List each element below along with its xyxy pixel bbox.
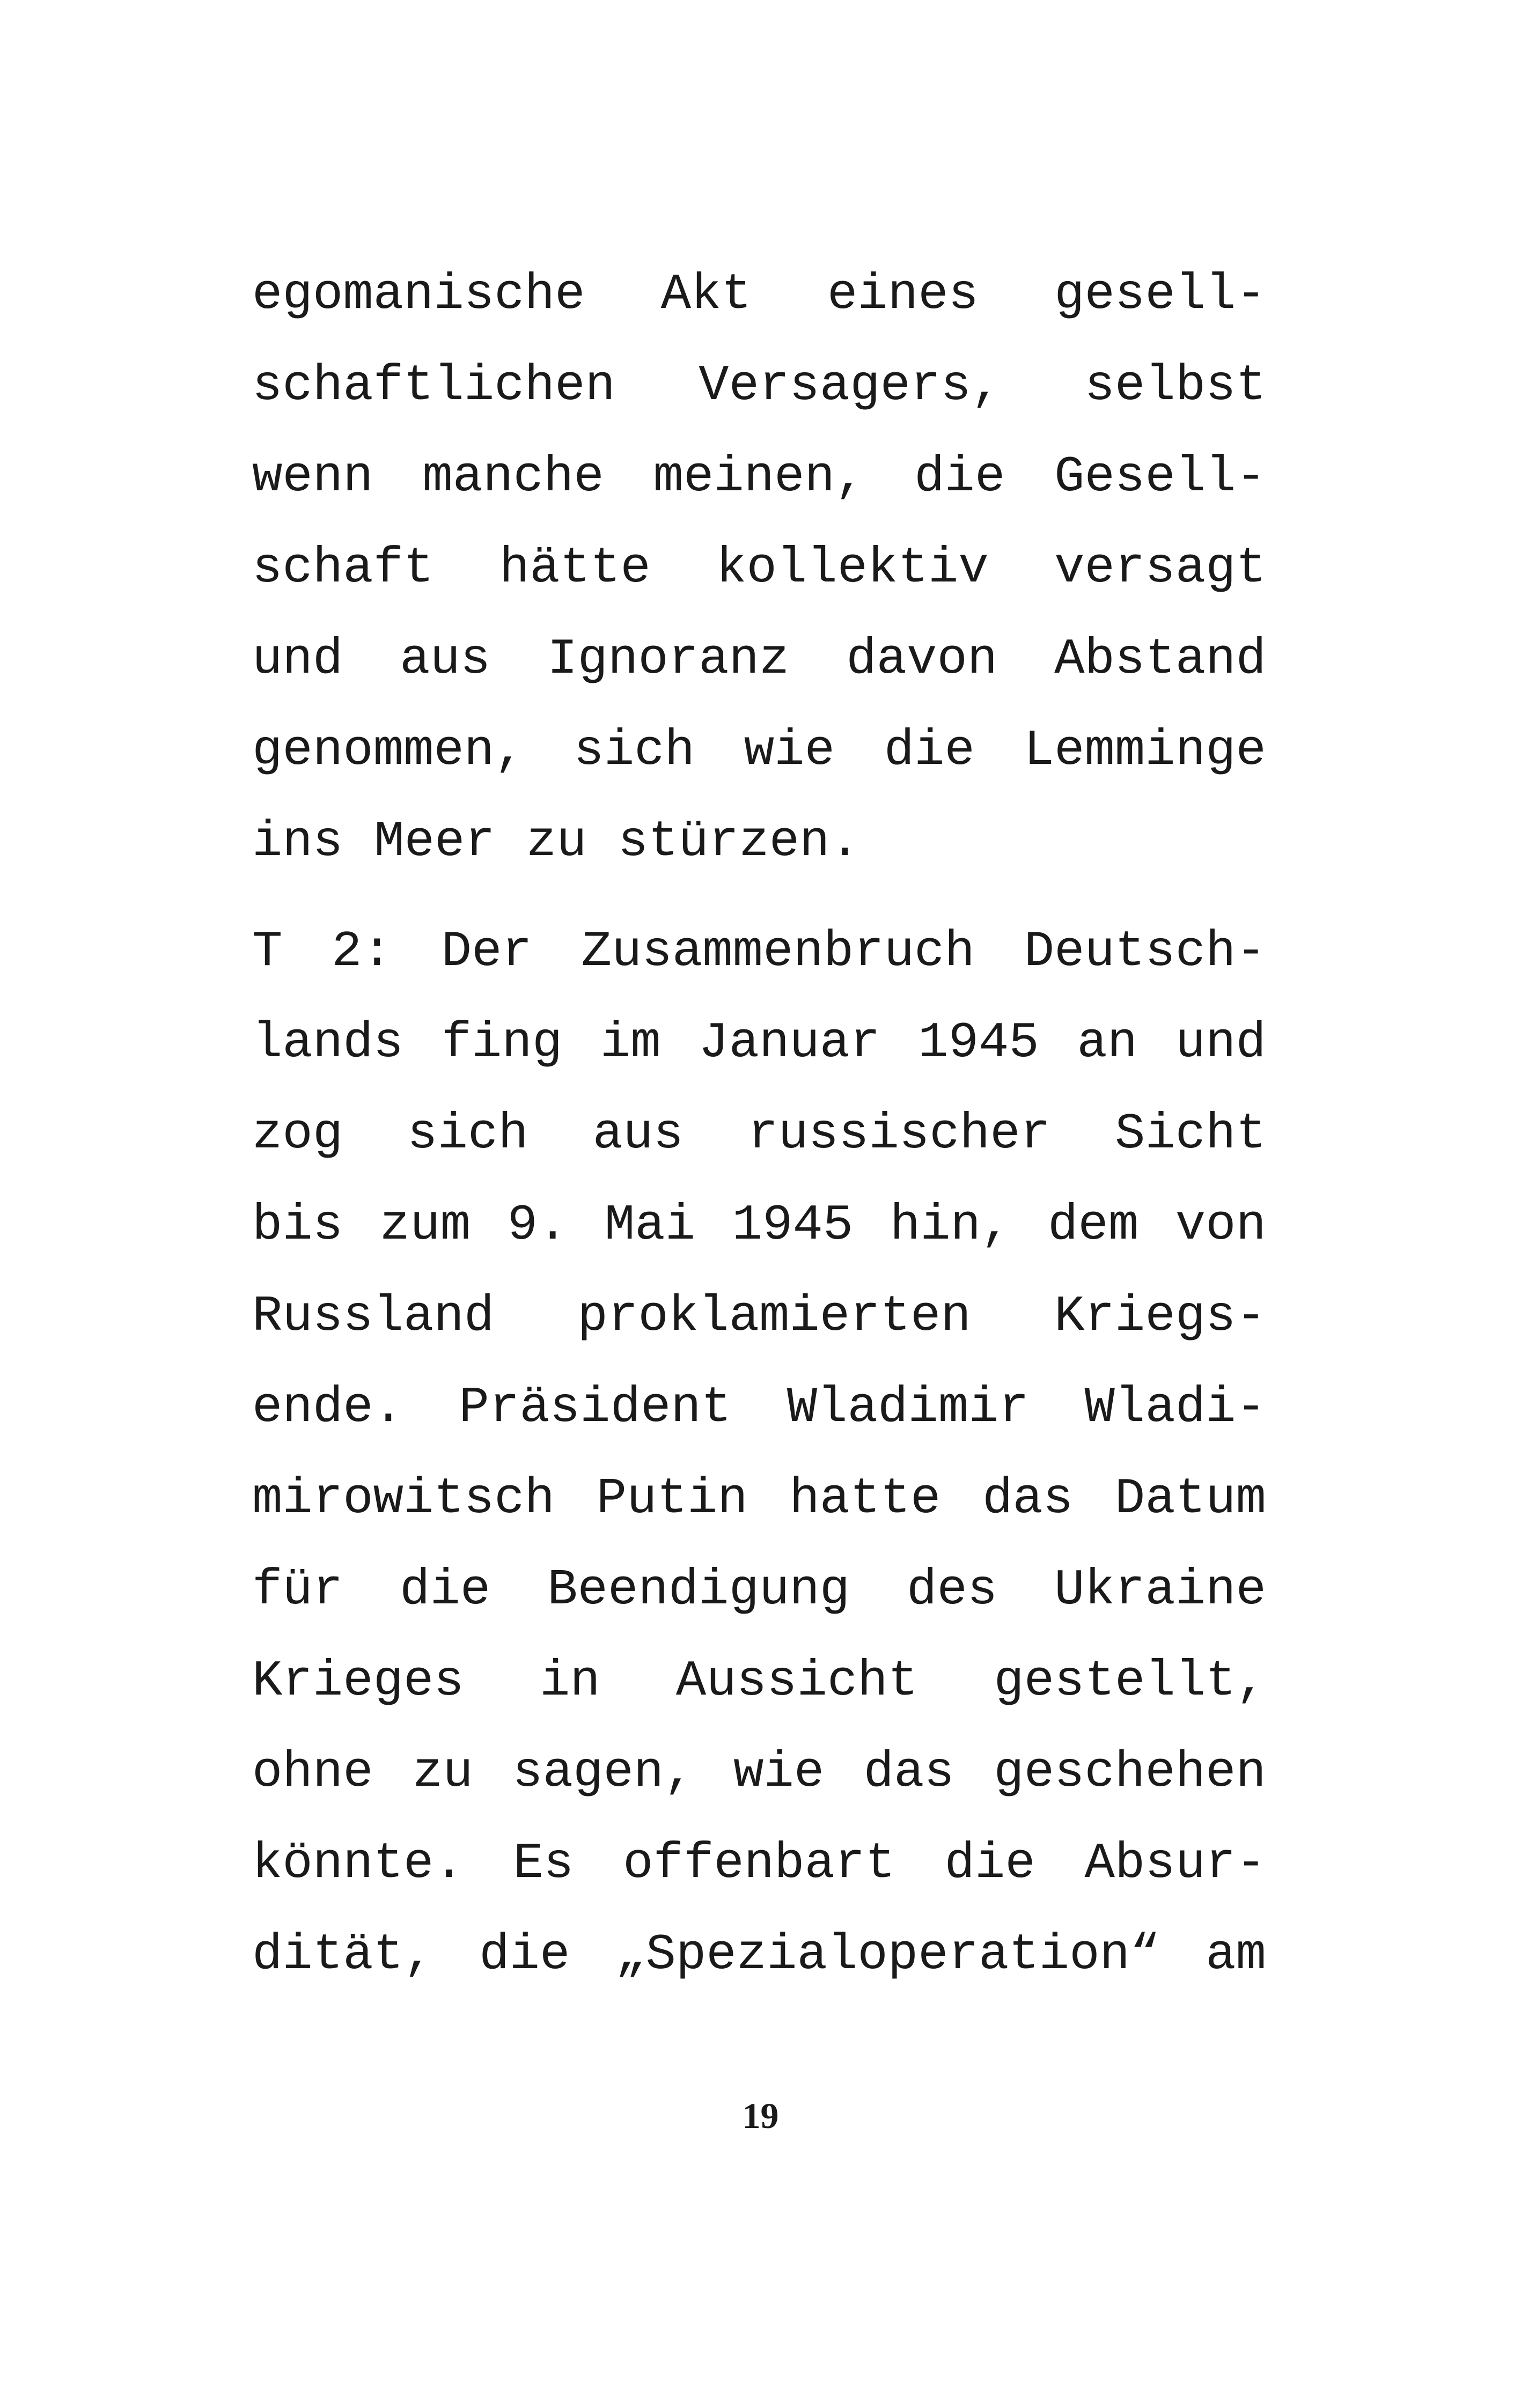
word: Akt — [660, 267, 752, 323]
word: offenbart — [623, 1836, 895, 1892]
word: zu — [526, 814, 587, 871]
word: die — [944, 1836, 1035, 1892]
text-line — [252, 1271, 1266, 1363]
word: Es — [513, 1836, 574, 1892]
word: Beendigung — [547, 1562, 850, 1619]
word: Krieges — [252, 1653, 464, 1710]
word: sich — [574, 723, 695, 779]
word: proklamierten — [577, 1288, 971, 1345]
word: „Spezialoperation“ — [615, 1927, 1160, 1984]
word: die — [914, 449, 1005, 506]
word: Aussicht — [675, 1653, 919, 1710]
word: dität, — [252, 1927, 434, 1984]
text-line — [252, 1363, 1266, 1454]
word: schaftlichen — [252, 358, 615, 415]
word: fing — [441, 1015, 563, 1072]
word: kollektiv — [716, 540, 989, 597]
word: hätte — [499, 540, 651, 597]
text-line — [252, 998, 1266, 1089]
word: Sicht — [1114, 1106, 1266, 1163]
word: wenn — [252, 449, 373, 506]
word: selbst — [1084, 358, 1266, 415]
word: Kriegs- — [1054, 1288, 1266, 1345]
word: Meer — [374, 814, 495, 871]
word: sagen, — [512, 1744, 694, 1801]
word: hin, — [890, 1197, 1011, 1254]
word: am — [1206, 1927, 1266, 1984]
word: für — [252, 1562, 343, 1619]
word: Abstand — [1054, 631, 1266, 688]
text-line — [252, 1180, 1266, 1271]
word: im — [600, 1015, 661, 1072]
word: eines — [827, 267, 979, 323]
word: Gesell- — [1054, 449, 1266, 506]
word: Zusammenbruch — [581, 924, 975, 981]
text-line — [252, 1454, 1266, 1545]
word: schaft — [252, 540, 434, 597]
word: mirowitsch — [252, 1471, 555, 1528]
text-line — [252, 1545, 1266, 1636]
word: gesell- — [1054, 267, 1266, 323]
word: sich — [407, 1106, 528, 1163]
word: des — [907, 1562, 998, 1619]
word: russischer — [747, 1106, 1051, 1163]
word: lands — [252, 1015, 404, 1072]
word: dem — [1048, 1197, 1139, 1254]
word: aus — [592, 1106, 684, 1163]
word: Präsident — [459, 1380, 732, 1437]
word: Russland — [252, 1288, 495, 1345]
paragraph-2 — [252, 907, 1266, 2001]
word: 1945 — [732, 1197, 854, 1254]
paragraph-1 — [252, 249, 1266, 888]
word: die — [479, 1927, 570, 1984]
text-line — [252, 432, 1266, 523]
text-line — [252, 1636, 1266, 1727]
word: und — [252, 631, 343, 688]
word: geschehen — [994, 1744, 1266, 1801]
word: wie — [744, 723, 835, 779]
word: Absur- — [1084, 1836, 1266, 1892]
word: von — [1175, 1197, 1266, 1254]
word: hatte — [789, 1471, 941, 1528]
word: zum — [379, 1197, 471, 1254]
word: T — [252, 924, 283, 981]
text-line — [252, 705, 1266, 797]
word: Wladi- — [1084, 1380, 1266, 1437]
word: stürzen. — [618, 814, 860, 871]
word: könnte. — [252, 1836, 464, 1892]
word: Datum — [1114, 1471, 1266, 1528]
word: Versagers, — [699, 358, 1002, 415]
page-number: 19 — [742, 2095, 779, 2136]
word: Der — [441, 924, 532, 981]
text-line — [252, 907, 1266, 998]
word: Deutsch- — [1024, 924, 1266, 981]
word: manche — [422, 449, 604, 506]
word: 9. — [507, 1197, 568, 1254]
text-line — [252, 797, 1266, 888]
text-line — [252, 1089, 1266, 1180]
text-line — [252, 1727, 1266, 1818]
word: an — [1077, 1015, 1138, 1072]
word: die — [400, 1562, 491, 1619]
word: das — [863, 1744, 954, 1801]
word: Lemminge — [1024, 723, 1266, 779]
text-line — [252, 249, 1266, 341]
text-line — [252, 614, 1266, 705]
word: Ignoranz — [547, 631, 790, 688]
word: 1945 — [918, 1015, 1039, 1072]
word: davon — [846, 631, 998, 688]
word: Putin — [596, 1471, 748, 1528]
word: Januar — [699, 1015, 880, 1072]
word: und — [1175, 1015, 1266, 1072]
word: meinen, — [653, 449, 865, 506]
word: Mai — [604, 1197, 696, 1254]
word: das — [982, 1471, 1074, 1528]
word: ohne — [252, 1744, 373, 1801]
text-line — [252, 523, 1266, 614]
word: zog — [252, 1106, 343, 1163]
word: versagt — [1054, 540, 1266, 597]
word: aus — [400, 631, 491, 688]
word: egomanische — [252, 267, 585, 323]
word: genommen, — [252, 723, 525, 779]
word: ins — [252, 814, 343, 871]
word: in — [539, 1653, 600, 1710]
word: zu — [413, 1744, 473, 1801]
text-line — [252, 341, 1266, 432]
word: Wladimir — [787, 1380, 1030, 1437]
text-line — [252, 1910, 1266, 2001]
word: gestellt, — [994, 1653, 1266, 1710]
word: wie — [733, 1744, 825, 1801]
text-line — [252, 1818, 1266, 1910]
word: die — [884, 723, 975, 779]
word: bis — [252, 1197, 343, 1254]
word: ende. — [252, 1380, 404, 1437]
word: Ukraine — [1054, 1562, 1266, 1619]
word: 2: — [332, 924, 392, 981]
